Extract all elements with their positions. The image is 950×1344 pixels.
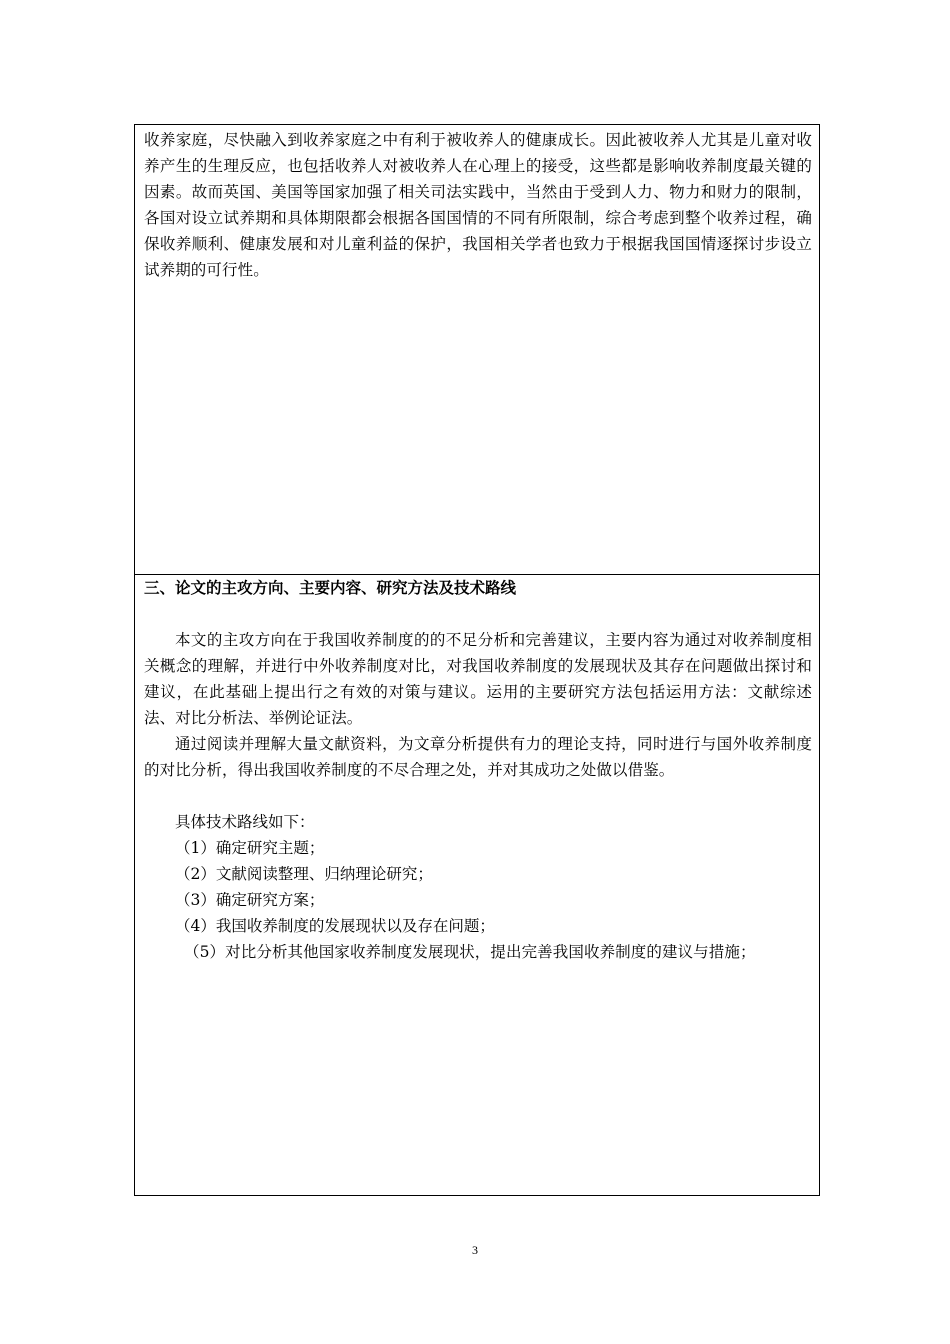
- literature-method-paragraph: 通过阅读并理解大量文献资料，为文章分析提供有力的理论支持，同时进行与国外收养制度的对比分析，得出我国收养制度的不尽合理之处，并对其成功之处做以借鉴。: [144, 735, 812, 779]
- literature-review-cell: [135, 125, 819, 575]
- route-step-5: （5）对比分析其他国家收养制度发展现状，提出完善我国收养制度的建议与措施；: [184, 943, 756, 961]
- research-direction-cell: [135, 575, 819, 1195]
- route-intro: 具体技术路线如下：: [175, 813, 315, 831]
- review-continuation-paragraph: 收养家庭，尽快融入到收养家庭之中有利于被收养人的健康成长。因此被收养人尤其是儿童对收养产生的生理反应，也包括收养人对被收养人在心理上的接受，这些都是影响收养制度最关键的因素。故而英国、美国等国家加强了相关司法实践中，当然由于受到人力、物力和财力的限制，各国对设立试养期和具体期限都会根据各国国情的不同有所限制，综合考虑到整个收养过程，确保收养顺利、健康发展和对儿童利益的保护，我国相关学者也致力于根据我国国情逐探讨步设立试养期的可行性。: [144, 131, 812, 279]
- route-step-3: （3）确定研究方案；: [175, 891, 325, 909]
- proposal-table: [134, 124, 820, 1196]
- main-direction-paragraph: 本文的主攻方向在于我国收养制度的的不足分析和完善建议，主要内容为通过对收养制度相关概念的理解，并进行中外收养制度对比，对我国收养制度的发展现状及其存在问题做出探讨和建议，在此基础上提出行之有效的对策与建议。运用的主要研究方法包括运用方法：文献综述法、对比分析法、举例论证法。: [144, 631, 812, 727]
- section-heading: 三、论文的主攻方向、主要内容、研究方法及技术路线: [144, 579, 517, 597]
- route-step-1: （1）确定研究主题；: [175, 839, 325, 857]
- route-step-2: （2）文献阅读整理、归纳理论研究；: [175, 865, 433, 883]
- page-number: 3: [472, 1243, 478, 1257]
- route-step-4: （4）我国收养制度的发展现状以及存在问题；: [175, 917, 495, 935]
